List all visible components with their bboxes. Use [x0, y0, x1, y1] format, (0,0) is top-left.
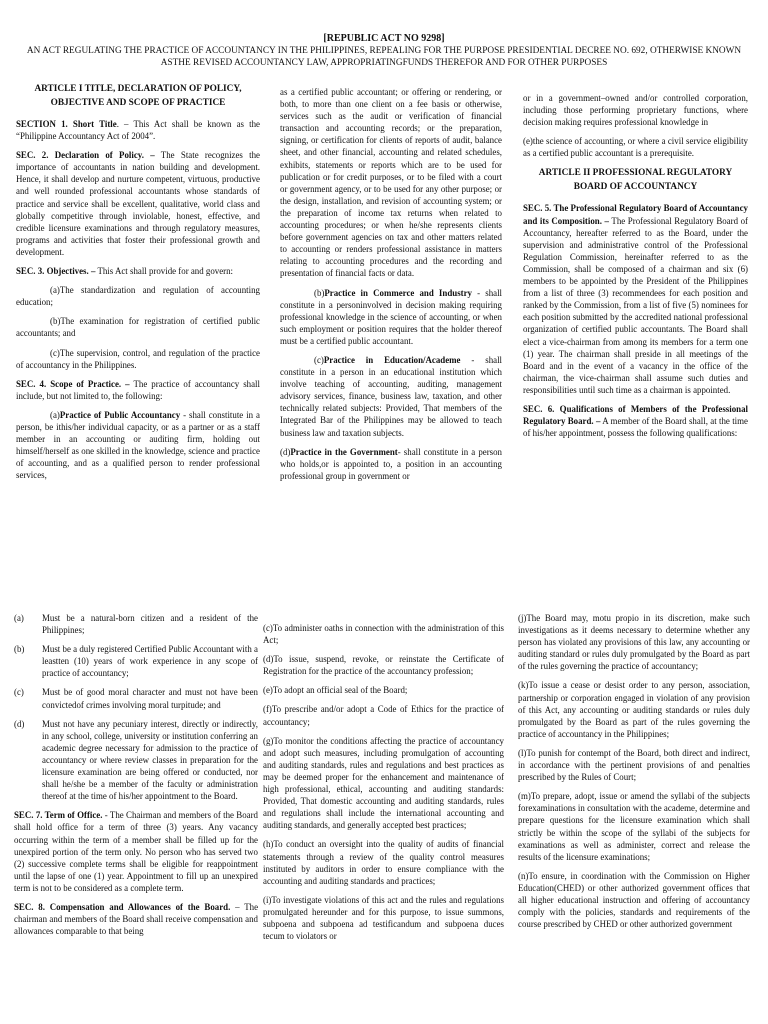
- section-2-text: The State recognizes the importance of accountants in nation building and development. Hence, it shall develop and nurture competent, virtuous, productive and well rounded professional accountants whose standards of practice and service shall be excellent, qualitative, world class and globally competitive through inviolable, honest, effective, and credible licensure examinations and through regulatory measures, programs and activities that foster their professional growth and development.: [16, 150, 260, 257]
- section-1: [16, 118, 260, 142]
- scope-a-heading: Practice of Public Accountancy: [59, 409, 181, 420]
- scope-d-text: - shall constitute in a person who holds,or is appointed to, a position in an accounting professional group in government or: [280, 446, 502, 481]
- qualification-a-label: (a): [14, 613, 24, 623]
- section-6-text: A member of the Board shall, at the time of his/her appointment, possess the following qualifications:: [523, 416, 748, 439]
- scope-c-label: (c): [314, 354, 324, 365]
- power-n: (n)To ensure, in coordination with the Commission on Higher Education(CHED) or other authorized government offices that all higher educational instruction and offering of accountancy comply with the policies, standards and requirements of the course prescribed by CHED or other authorized government: [518, 870, 750, 930]
- qualification-d: [14, 718, 258, 810]
- power-d: (d)To issue, suspend, revoke, or reinstate the Certificate of Registration for the practice of the accountancy profession;: [263, 654, 504, 677]
- power-f: (f)To prescribe and/or adopt a Code of Ethics for the practice of accountancy;: [263, 704, 504, 727]
- page2-column-1: [14, 612, 258, 1024]
- section-8-heading: SEC. 8. Compensation and Allowances of the Board.: [14, 901, 231, 912]
- section-5: [523, 202, 748, 396]
- power-e: (e)To adopt an official seal of the Board;: [263, 685, 408, 696]
- page2-column-2: [263, 622, 504, 1024]
- document-header: [12, 33, 756, 69]
- qualification-d-text: Must not have any pecuniary interest, directly or indirectly, in any school, college, university or institution conferring an academic degree necessary for admission to the practice of accountancy or where review classes in preparation for the licensure examination are being offered or conducted, nor shall he/she be a member of the faculty or administration thereof at the time of his/her appointment to the Board.: [42, 718, 258, 802]
- scope-c-text: - shall constitute in a person in an educational institution which involve teaching of accounting, auditing, management advisory services, finance, business law, taxation, and other technically related subjects: Provided, That members of the Integrated Bar of the Philippines may be allowed to teach business law and taxation subjects.: [280, 354, 502, 438]
- section-7-heading: SEC. 7. Term of Office.: [14, 810, 103, 821]
- article-1-title: ARTICLE I TITLE, DECLARATION OF POLICY, OBJECTIVE AND SCOPE OF PRACTICE: [34, 84, 242, 108]
- scope-e: (e)the science of accounting, or where a civil service eligibility as a certified public accountant is a prerequisite.: [523, 136, 748, 159]
- section-8-text: – The chairman and members of the Board shall receive compensation and allowances comparable to that being: [14, 901, 258, 937]
- power-g: (g)To monitor the conditions affecting the practice of accountancy and adopt such measures, including promulgation of accounting and auditing standards, rules and regulations and best practices as may be deemed proper for the enhancement and maintenance of high professional, ethical, accounting and auditing standards: Provided, That domestic accounting and auditing standards, rules and regulations shall include the international accounting and auditing standards, and generally accepted best practices;: [263, 735, 504, 831]
- qualification-d-label: (d): [14, 718, 25, 729]
- qualification-a-text: Must be a natural-born citizen and a resident of the Philippines;: [42, 613, 258, 636]
- section-1-heading: SECTION 1. Short Title: [16, 119, 117, 129]
- section-6-heading: SEC. 6. Qualifications of Members of the Professional Regulatory Board. –: [523, 403, 748, 427]
- section-6: [523, 403, 748, 439]
- article-2-title: ARTICLE II PROFESSIONAL REGULATORY BOARD OF ACCOUNTANCY: [538, 168, 733, 193]
- qualification-c-label: (c): [14, 687, 24, 698]
- qualification-c: [14, 686, 258, 717]
- scope-a-text: - shall constitute in a person, be ithis/her individual capacity, or as a partner or as a staff member in an accounting or auditing firm, holding out himself/herself as one skilled in the knowledge, science and practice of accounting, and as a qualified person to render professional services,: [16, 409, 260, 481]
- section-1-text: . – This Act shall be known as the “Philippine Accountancy Act of 2004”.: [16, 119, 260, 142]
- qualification-b-label: (b): [14, 644, 25, 655]
- scope-d-continued: or in a government–owned and/or controlled corporation, including those performing proprietary functions, where decision making requires professional knowledge in: [523, 93, 748, 128]
- section-3-text: This Act shall provide for and govern:: [95, 266, 234, 277]
- power-i: (i)To investigate violations of this act and the rules and regulations promulgated hereunder and for this purpose, to issue summons, subpoena and subpoena ad testificandum and subpoena duces tecum to violators or: [263, 894, 504, 942]
- act-number: [REPUBLIC ACT NO 9298]: [323, 33, 445, 44]
- section-7: [14, 809, 258, 894]
- section-7-text: - The Chairman and members of the Board shall hold office for a term of three (3) years. Any vacancy occurring within the term of a member shall be filled up for the unexpired portion of the term only. No person who has served two (2) successive complete terms shall be eligible for reappointment until the lapse of one (1) year. Appointment to fill up an unexpired term is not to be considered as a complete term.: [14, 810, 258, 893]
- objective-c: (c)The supervision, control, and regulation of the practice of accountancy in the Philippines.: [16, 347, 260, 370]
- scope-d-heading: Practice in the Government: [290, 446, 398, 457]
- objective-b: (b)The examination for registration of certified public accountants; and: [16, 316, 260, 339]
- qualification-b-text: Must be a duly registered Certified Public Accountant with a leastten (10) years of work experience in any scope of practice of accountancy;: [42, 644, 258, 679]
- scope-c: [280, 354, 502, 439]
- scope-a: [16, 409, 260, 482]
- power-m: (m)To prepare, adopt, issue or amend the syllabi of the subjects forexaminations in consultation with the academe, determine and prepare questions for the licensure examination which shall strictly be within the scope of the syllabi of the subjects for examinations as well as administer, correct and release the results of the licensure examinations;: [518, 791, 750, 862]
- page1-column-2: [280, 86, 502, 592]
- section-4-heading: SEC. 4. Scope of Practice. –: [16, 378, 130, 389]
- objective-a: (a)The standardization and regulation of accounting education;: [16, 285, 260, 308]
- power-c: (c)To administer oaths in connection with the administration of this Act;: [263, 623, 504, 646]
- section-5-text: The Professional Regulatory Board of Accountancy, hereafter referred to as the Board, under the supervision and administrative control of the Professional Regulation Commission, hereinafter referred to as the Commission, shall be composed of a chairman and six (6) members to be appointed by the President of the Philippines from a list of three (3) recommendees for each position and ranked by the Commission, from a list of five (5) nominees for each position submitted by the accredited national professional organization of certified public accountants. The Board shall elect a vice-chairman from among its members for a term one (1) year. The chairman shall preside in all meetings of the Board and in the event of a vacancy in the office of the chairman, the vice-chairman shall assume such duties and responsibilities until such time as a chairman is appointed.: [523, 215, 748, 395]
- section-5-heading: SEC. 5. The Professional Regulatory Board of Accountancy and its Composition. –: [523, 203, 748, 226]
- qualification-c-text: Must be of good moral character and must not have been convictedof crimes involving moral turpitude; and: [42, 687, 258, 710]
- power-j: (j)The Board may, motu propio in its discretion, make such investigations as it deems necessary to determine whether any person has violated any provisions of this law, any accounting or auditing standard or rules duly promulgated by the Board as part of the rules governing the practice of accountancy;: [518, 613, 750, 672]
- scope-b-text: - shall constitute in a personinvolved in decision making requiring professional knowledge in the science of accounting, or when such employment or position requires that the holder thereof must be a certified public accountant.: [280, 287, 502, 346]
- section-3: [16, 265, 260, 277]
- section-4: [16, 378, 260, 402]
- power-l: (l)To punish for contempt of the Board, both direct and indirect, in accordance with the pertinent provisions of and penalties prescribed by the Rules of Court;: [518, 747, 750, 783]
- act-title: AN ACT REGULATING THE PRACTICE OF ACCOUNTANCY IN THE PHILIPPINES, REPEALING FOR THE PURPOSE PRESIDENTIAL DECREE NO. 692, OTHERWISE KNOWN ASTHE REVISED ACCOUNTANCY LAW, APPROPRIATINGFUNDS THEREFOR AND FOR OTHER PURPOSES: [26, 46, 742, 68]
- qualification-b: [14, 643, 258, 686]
- scope-d-label: (d): [280, 446, 291, 457]
- scope-a-continued: as a certified public accountant; or offering or rendering, or both, to more than one client on a fee basis or otherwise, services such as the audit or verification of financial transaction and accounting records; or the preparation, signing, or certification for clients of reports of audit, balance sheet, and other financial, accounting and related schedules, exhibits, statements or reports which are to be used for publication or for credit purposes, or to be filed with a court or government agency, or to be used for any other purpose; or the design, installation, and revision of accounting system; or the preparation of income tax returns when related to accounting procedures; or when he/she represents clients before government agencies on tax and other matters related to accounting or renders professional assistance in matters relating to accounting procedures and the recording and presentation of financial facts or data.: [280, 87, 502, 279]
- section-3-heading: SEC. 3. Objectives. –: [16, 266, 96, 277]
- scope-a-label: (a): [50, 409, 60, 420]
- section-8: [14, 901, 258, 937]
- page1-column-3: [523, 92, 748, 592]
- qualification-a: [14, 612, 258, 643]
- scope-b-heading: Practice in Commerce and Industry: [324, 287, 472, 298]
- power-h: (h)To conduct an oversight into the quality of audits of financial statements through a review of the quality control measures instituted by auditors in order to ensure compliance with the accounting and auditing standards and practices;: [263, 839, 504, 886]
- scope-b-label: (b): [314, 287, 325, 298]
- power-k: (k)To issue a cease or desist order to any person, association, partnership or corporation engaged in violation of any provision of this Act, any accounting or auditing standards or rules duly promulgated by the Board as part of the rules governing the practice of accountancy in the Philippines;: [518, 680, 750, 739]
- scope-c-heading: Practice in Education/Academe: [323, 354, 461, 365]
- page1-column-1: [16, 82, 260, 592]
- page2-column-3: [518, 612, 750, 1024]
- section-2-heading: SEC. 2. Declaration of Policy. –: [16, 150, 155, 161]
- section-4-text: The practice of accountancy shall include, but not limited to, the following:: [16, 378, 260, 401]
- scope-d: [280, 446, 502, 482]
- scope-b: [280, 287, 502, 347]
- section-2: [16, 149, 260, 258]
